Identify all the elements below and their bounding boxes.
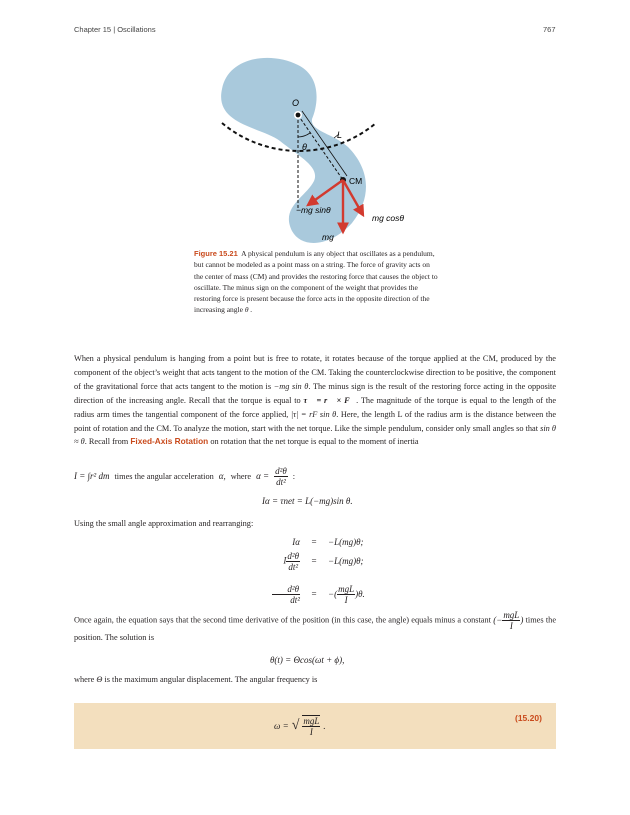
- eq2-equals-2: =: [311, 556, 317, 566]
- omega-lhs: ω =: [274, 721, 289, 731]
- p1-text-f: on rotation that the net torque is equal to the moment of inertia: [210, 437, 419, 447]
- caption-end: θ .: [244, 305, 253, 315]
- page-number: 767: [543, 25, 556, 34]
- torque-equation: Iα = τnet = L(−mg)sin θ.: [262, 496, 353, 506]
- eq2-d2theta: d²θ: [287, 550, 299, 561]
- equation-box-15-20: [74, 703, 556, 749]
- inertia-text: times the angular acceleration: [114, 471, 214, 481]
- tangential-label: −mg sinθ: [296, 205, 331, 215]
- pivot-label: O: [292, 98, 300, 108]
- p3-text-a: Once again, the equation says that the second time derivative of the position (in this case, the angle) equals minus a constant: [74, 615, 491, 625]
- colon: :: [292, 471, 296, 481]
- eq2-dt2-b: dt²: [290, 594, 300, 605]
- p1-text-d: . Here, the length L of the radius arm is the distance between the point of rotation and the CM. To analyze the motion, start with the net torque. Like the simple pendulum, consider only small angles so that: [74, 409, 556, 433]
- omega-period: .: [323, 721, 326, 731]
- chapter-header: Chapter 15 | Oscillations: [74, 25, 156, 34]
- p1-math-1: −mg sin θ: [273, 381, 309, 391]
- p1-text-a: When a physical pendulum is hanging from a point but is free to rotate, it rotates because of the torque applied at the CM, produced by the component of the object’s weight that acts tangent to the motion of the CM. Taking the counterclockwise direction to be positive, the component of the gravitational force that acts tangent to the motion is: [74, 354, 556, 391]
- p4-theta: Θ: [96, 675, 103, 684]
- equation-number: (15.20): [515, 713, 542, 723]
- eq2-rhs-3-pre: −(: [328, 589, 338, 599]
- eq2-i: I: [344, 594, 348, 605]
- p1-math-2: τ⃗ = r⃗ × F⃗: [303, 395, 357, 405]
- alpha-eq: α =: [256, 471, 270, 481]
- p1-math-4: sin θ ≈ θ: [74, 423, 557, 447]
- omega-equation: [274, 715, 326, 737]
- eq2-lhs-2-pre: I: [283, 555, 287, 566]
- paragraph-angular-frequency: [74, 673, 556, 687]
- alpha-symbol: α,: [218, 471, 226, 481]
- inertia-line: [74, 463, 295, 489]
- eq2-dt2: dt²: [288, 561, 299, 572]
- weight-label: mg: [322, 232, 334, 242]
- eq2-d2theta-b: d²θ: [272, 584, 300, 595]
- d2theta: d²θ: [275, 465, 287, 476]
- p4-text-b: is the maximum angular displacement. The angular frequency is: [104, 675, 318, 684]
- p4-text-a: where: [74, 675, 95, 684]
- eq2-rhs-1: −L(mg)θ;: [328, 536, 364, 547]
- cm-label: CM: [349, 176, 363, 186]
- where-text: where: [230, 471, 252, 481]
- paragraph-solution: [74, 610, 556, 645]
- p1-math-3: |τ| = rF sin θ: [290, 409, 337, 419]
- p1-text-c: . The magnitude of the torque is equal to the length of the radius arm times the tangential component of the force applied,: [74, 395, 556, 419]
- inertia-integral: I = ∫r² dm: [74, 471, 110, 481]
- solution-equation: θ(t) = Θcos(ωt + ϕ),: [270, 655, 345, 665]
- length-label: L: [337, 130, 343, 140]
- dt2: dt²: [276, 476, 286, 487]
- eq2-rhs-2: −L(mg)θ;: [328, 556, 364, 566]
- p3-text-b: times the position. The solution is: [74, 615, 556, 642]
- p3-mgl: mgL: [503, 610, 520, 620]
- eq2-equals-3: =: [311, 589, 317, 599]
- sqrt-sign: √: [291, 718, 300, 733]
- caption-label: Figure 15.21: [194, 249, 238, 258]
- p1-text-e: . Recall from: [84, 437, 129, 447]
- eq2-equals-1: =: [311, 536, 317, 547]
- eq2-mgl: mgL: [338, 583, 355, 594]
- paragraph-torque: [74, 352, 556, 449]
- p1-text-b: . The minus sign is the result of the restoring force acting in the opposite direction of the increasing angle. Recall that the torque is equal to: [74, 381, 557, 405]
- radial-label: mg cosθ: [372, 213, 405, 223]
- physical-pendulum-figure: [210, 55, 405, 250]
- omega-i: I: [309, 727, 313, 737]
- fixed-axis-rotation-link[interactable]: Fixed-Axis Rotation: [130, 436, 209, 447]
- figure-caption: [194, 248, 438, 316]
- small-angle-equations: [272, 535, 412, 608]
- p3-const-post: ): [520, 614, 524, 625]
- angle-label: θ: [302, 142, 307, 152]
- p3-i: I: [509, 621, 513, 631]
- p3-const-pre: (−: [493, 614, 503, 625]
- eq2-rhs-3-post: )θ.: [355, 589, 365, 599]
- omega-mgl: mgL: [303, 716, 320, 726]
- caption-text: A physical pendulum is any object that oscillates as a pendulum, but cannot be modeled as a point mass on a string. The force of gravity acts on the center of mass (CM) and provides the restoring force that causes the object to oscillate. The minus sign on the component of the weight that provides the restoring force is present because the force acts in the opposite direction of the increasing angle: [194, 249, 438, 315]
- eq2-lhs-1: Iα: [292, 536, 300, 547]
- paragraph-small-angle: Using the small angle approximation and rearranging:: [74, 519, 254, 528]
